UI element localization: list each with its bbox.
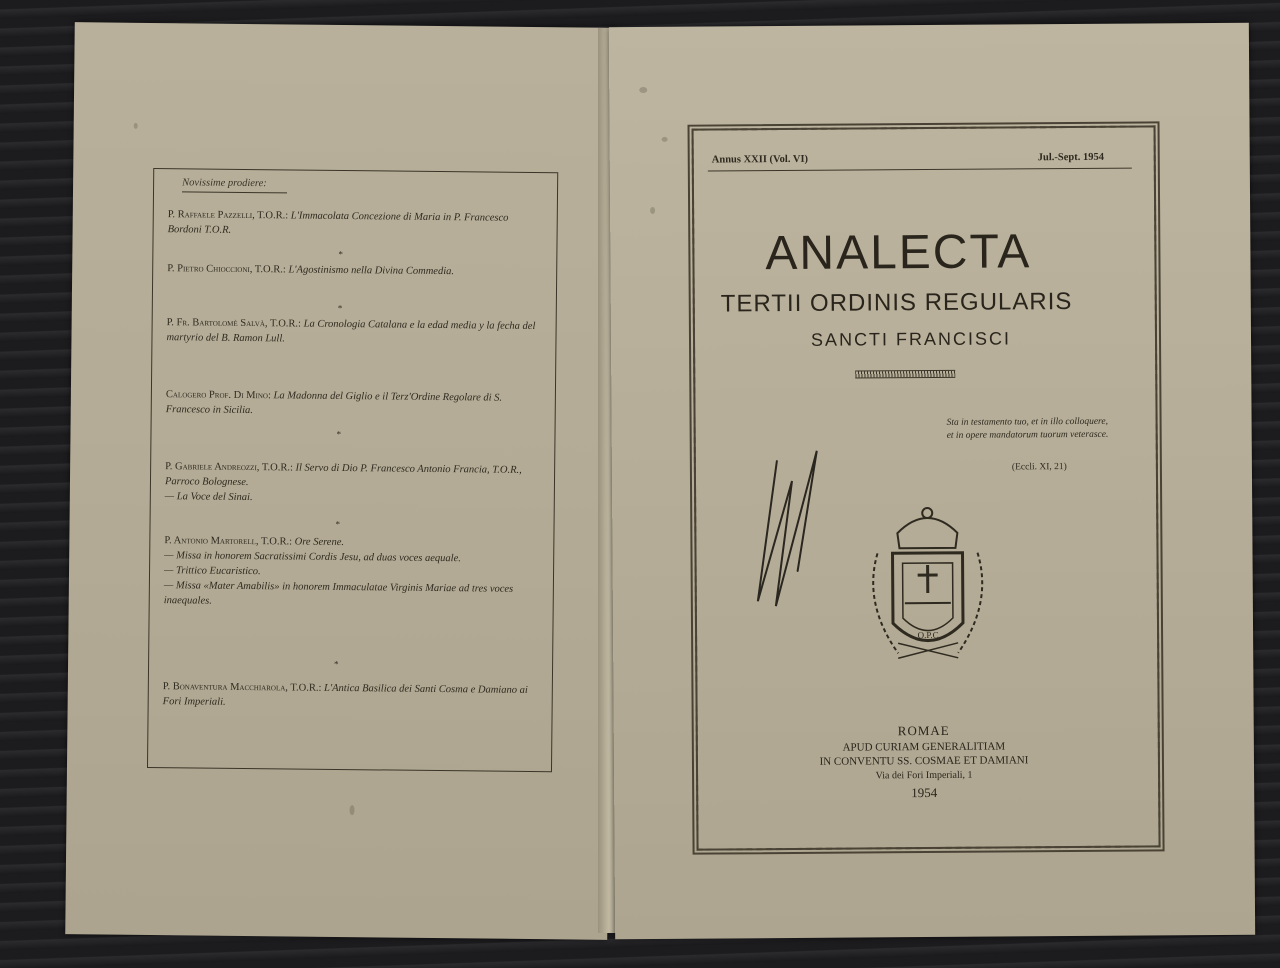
entry-title: L'Agostinismo nella Divina Commedia. (288, 264, 455, 278)
stain (639, 87, 647, 93)
entry-title: L'Immacolata Concezione di Maria in P. Francesco Bordoni T.O.R. (167, 210, 509, 236)
separator-asterisk: * (338, 248, 343, 260)
entry-extra: — Trittico Eucaristico. (163, 565, 261, 578)
entry-author: P. Pietro Chioccioni, T.O.R.: (167, 263, 286, 276)
publication-list-box (147, 168, 558, 772)
stain (650, 207, 655, 214)
imprint-line: IN CONVENTU SS. COSMAE ET DAMIANI (819, 754, 1029, 768)
issue-number: Annus XXII (Vol. VI) (711, 153, 809, 166)
epigraph: Sta in testamento tuo, et in illo colloquere, et in opere mandatorum tuorum veterasce. (946, 416, 1109, 441)
list-heading: Novissime prodiere: (182, 177, 267, 190)
imprint-address: Via dei Fori Imperiali, 1 (875, 769, 973, 782)
coat-of-arms-emblem (837, 492, 1018, 673)
entry-extra: — Missa in honorem Sacratissimi Cordis Jesu, ad duas voces aequale. (164, 550, 461, 565)
separator-asterisk: * (334, 658, 339, 669)
entry-author: P. Gabriele Andreozzi, T.O.R.: (165, 461, 293, 474)
list-item (164, 533, 537, 612)
entry-author: Calogero Prof. Di Mino: (165, 389, 271, 402)
entry-author: P. Fr. Bartolomè Salvà, T.O.R.: (166, 317, 302, 330)
entry-title: Ore Serene. (294, 536, 345, 549)
imprint-line: APUD CURIAM GENERALITIAM (842, 740, 1006, 754)
entry-title: Il Servo di Dio P. Francesco Antonio Francia, T.O.R., Parroco Bolognese. (164, 462, 522, 489)
entry-title: La Madonna del Giglio e il Terz'Ordine Regolare di S. Francesco in Sicilia. (165, 390, 503, 417)
entry-author: P. Raffaele Pazzelli, T.O.R.: (167, 209, 289, 222)
epigraph-reference: (Eccli. XI, 21) (1011, 462, 1067, 473)
list-item (167, 261, 539, 280)
title-ornament (855, 370, 955, 379)
entry-extra: — Missa «Mater Amabilis» in honorem Immaculatae Virginis Mariae ad tres voces inaequales. (163, 580, 514, 607)
entry-author: P. Antonio Martorell, T.O.R.: (164, 535, 293, 548)
stain (350, 805, 355, 815)
stain (134, 123, 138, 129)
separator-asterisk: * (335, 518, 341, 529)
front-cover (609, 23, 1255, 939)
list-item (165, 459, 537, 508)
entry-title: L'Antica Basilica dei Santi Cosma e Damiano ai Fori Imperiali. (162, 682, 528, 708)
separator-asterisk: * (336, 428, 342, 439)
list-item (166, 387, 538, 421)
back-cover (65, 22, 617, 940)
heading-rule (182, 191, 287, 193)
list-item (168, 207, 540, 241)
list-item (163, 679, 535, 713)
entry-title: La Cronologia Catalana e la edad media y la fecha del martyrio del B. Ramon Lull. (166, 318, 536, 345)
separator-asterisk: * (337, 302, 343, 314)
entry-extra: — La Voce del Sinai. (164, 491, 253, 504)
journal-subtitle: TERTII ORDINIS REGULARIS (720, 288, 1073, 318)
entry-author: P. Bonaventura Macchiarola, T.O.R.: (162, 681, 322, 694)
emblem-letters: O.P.C (917, 629, 939, 641)
imprint-city: ROMAE (897, 722, 950, 739)
list-item (166, 315, 538, 349)
journal-subtitle-2: SANCTI FRANCISCI (810, 328, 1012, 350)
journal-title: ANALECTA (765, 225, 1032, 281)
stain (662, 137, 668, 142)
issue-date: Jul.-Sept. 1954 (1037, 151, 1105, 164)
imprint-year: 1954 (911, 784, 938, 801)
